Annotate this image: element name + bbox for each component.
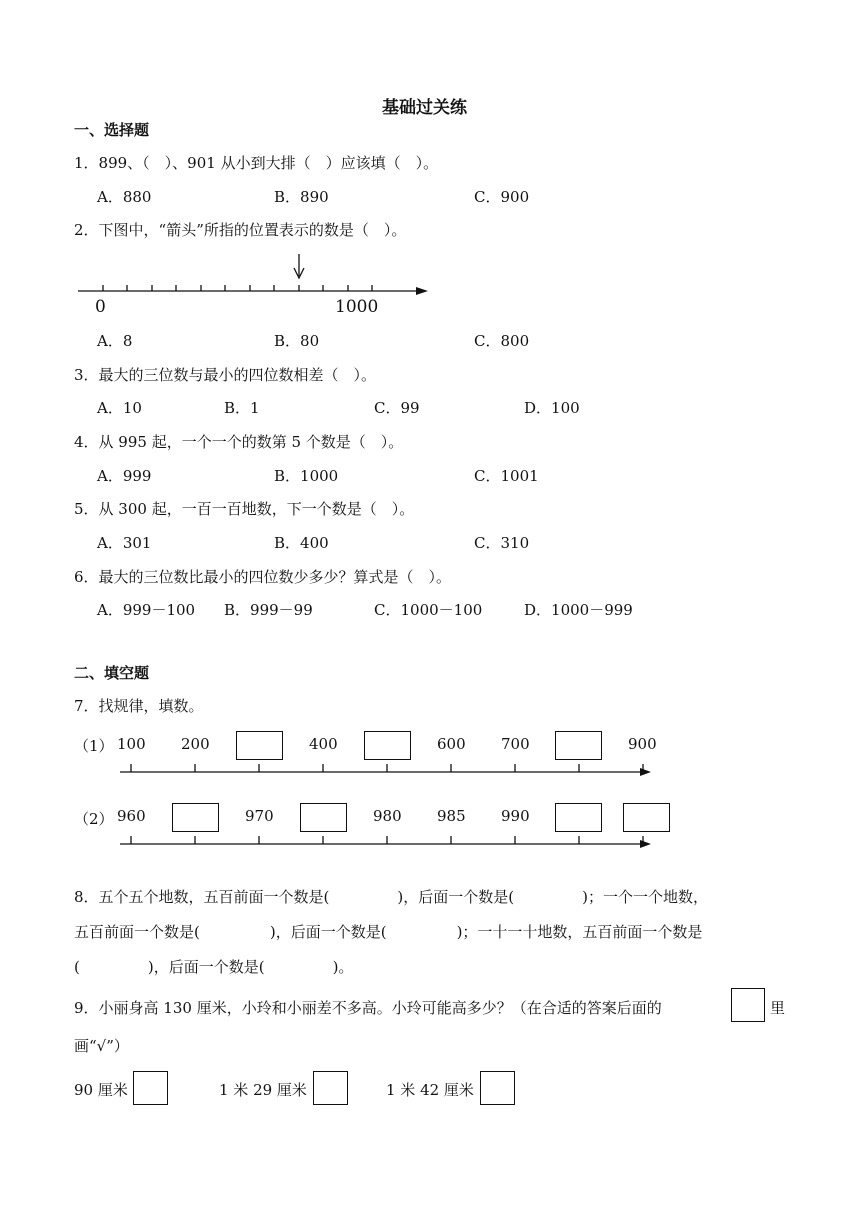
q6-option-c[interactable]: C．1000－100 xyxy=(374,601,483,619)
q7-row1-label: （1） xyxy=(74,737,114,755)
q7-row1-value: 100 xyxy=(117,735,146,753)
q8-text: )。 xyxy=(332,958,354,976)
q7-row1-value: 200 xyxy=(181,735,210,753)
q8-text: 五百前面一个数是( xyxy=(74,923,200,941)
q7-row1-answer-box[interactable] xyxy=(236,731,283,760)
q7-row2-answer-box[interactable] xyxy=(172,803,219,832)
q7-row2-answer-box[interactable] xyxy=(555,803,602,832)
q8-text: 8．五个五个地数，五百前面一个数是( xyxy=(74,888,330,906)
question-7-stem: 7．找规律，填数。 xyxy=(74,697,204,715)
q2-numberline-end-label: 1000 xyxy=(335,297,379,317)
page-title: 基础过关练 xyxy=(382,98,467,118)
q9-choice-label: 1 米 29 厘米 xyxy=(219,1081,307,1099)
q8-text: )；一十一十地数，五百前面一个数是 xyxy=(456,923,703,941)
question-1-stem: 1．899、（ ）、901 从小到大排（ ）应该填（ ）。 xyxy=(74,154,439,172)
question-5-stem: 5．从 300 起，一百一百地数，下一个数是（ ）。 xyxy=(74,500,415,518)
q7-row1-value: 400 xyxy=(309,735,338,753)
question-2-stem: 2．下图中，“箭头”所指的位置表示的数是（ ）。 xyxy=(74,221,407,239)
q4-option-b[interactable]: B．1000 xyxy=(274,467,339,485)
q5-option-b[interactable]: B．400 xyxy=(274,534,329,552)
q3-option-b[interactable]: B．1 xyxy=(224,399,260,417)
q3-option-c[interactable]: C．99 xyxy=(374,399,420,417)
q7-row2-value: 985 xyxy=(437,807,466,825)
q8-text: )；一个一个地数， xyxy=(582,888,708,906)
q9-choice-check-box[interactable] xyxy=(480,1071,515,1105)
q7-row1-value: 900 xyxy=(628,735,657,753)
q1-option-a[interactable]: A．880 xyxy=(97,188,152,206)
q7-row2-value: 980 xyxy=(373,807,402,825)
question-3-stem: 3．最大的三位数与最小的四位数相差（ ）。 xyxy=(74,366,377,384)
q9-inline-check-box xyxy=(731,988,765,1022)
q3-option-d[interactable]: D．100 xyxy=(524,399,580,417)
q9-choice-label: 90 厘米 xyxy=(74,1081,128,1099)
q2-option-c[interactable]: C．800 xyxy=(474,332,530,350)
q4-option-a[interactable]: A．999 xyxy=(97,467,152,485)
q8-text: )，后面一个数是( xyxy=(269,923,387,941)
q7-row2-answer-box[interactable] xyxy=(300,803,347,832)
q7-row2-value: 990 xyxy=(501,807,530,825)
q7-row2-label: （2） xyxy=(74,810,114,828)
section-heading-fill: 二、填空题 xyxy=(74,664,150,682)
q9-choice-check-box[interactable] xyxy=(133,1071,168,1105)
q1-option-c[interactable]: C．900 xyxy=(474,188,530,206)
q7-row1-value: 600 xyxy=(437,735,466,753)
q8-text: )，后面一个数是( xyxy=(147,958,265,976)
q1-option-b[interactable]: B．890 xyxy=(274,188,329,206)
q7-row2-value: 970 xyxy=(245,807,274,825)
question-4-stem: 4．从 995 起，一个一个的数第 5 个数是（ ）。 xyxy=(74,433,404,451)
q7-row1-answer-box[interactable] xyxy=(555,731,602,760)
q7-row1-value: 700 xyxy=(501,735,530,753)
q7-row2-answer-box[interactable] xyxy=(623,803,670,832)
q6-option-d[interactable]: D．1000－999 xyxy=(524,601,633,619)
q9-choice-label: 1 米 42 厘米 xyxy=(386,1081,474,1099)
q8-text: ( xyxy=(74,958,80,976)
q5-option-c[interactable]: C．310 xyxy=(474,534,530,552)
q8-text: )，后面一个数是( xyxy=(397,888,515,906)
q5-option-a[interactable]: A．301 xyxy=(97,534,152,552)
section-heading-choice: 一、选择题 xyxy=(74,121,150,139)
q3-option-a[interactable]: A．10 xyxy=(97,399,142,417)
q7-row1-answer-box[interactable] xyxy=(364,731,411,760)
q6-option-a[interactable]: A．999－100 xyxy=(97,601,196,619)
q6-option-b[interactable]: B．999－99 xyxy=(224,601,313,619)
q2-numberline-start-label: 0 xyxy=(95,297,106,317)
q9-choice-check-box[interactable] xyxy=(313,1071,348,1105)
q7-row2-value: 960 xyxy=(117,807,146,825)
q2-option-a[interactable]: A．8 xyxy=(97,332,133,350)
question-6-stem: 6．最大的三位数比最小的四位数少多少？算式是（ ）。 xyxy=(74,568,452,586)
q4-option-c[interactable]: C．1001 xyxy=(474,467,539,485)
question-9-stem-part2: 里 xyxy=(770,999,786,1017)
q2-option-b[interactable]: B．80 xyxy=(274,332,320,350)
question-9-stem-part1: 9．小丽身高 130 厘米，小玲和小丽差不多高。小玲可能高多少？（在合适的答案后面的 xyxy=(74,999,662,1017)
question-9-stem-part3: 画“√”） xyxy=(74,1037,129,1055)
question-8-paragraph xyxy=(74,880,790,985)
